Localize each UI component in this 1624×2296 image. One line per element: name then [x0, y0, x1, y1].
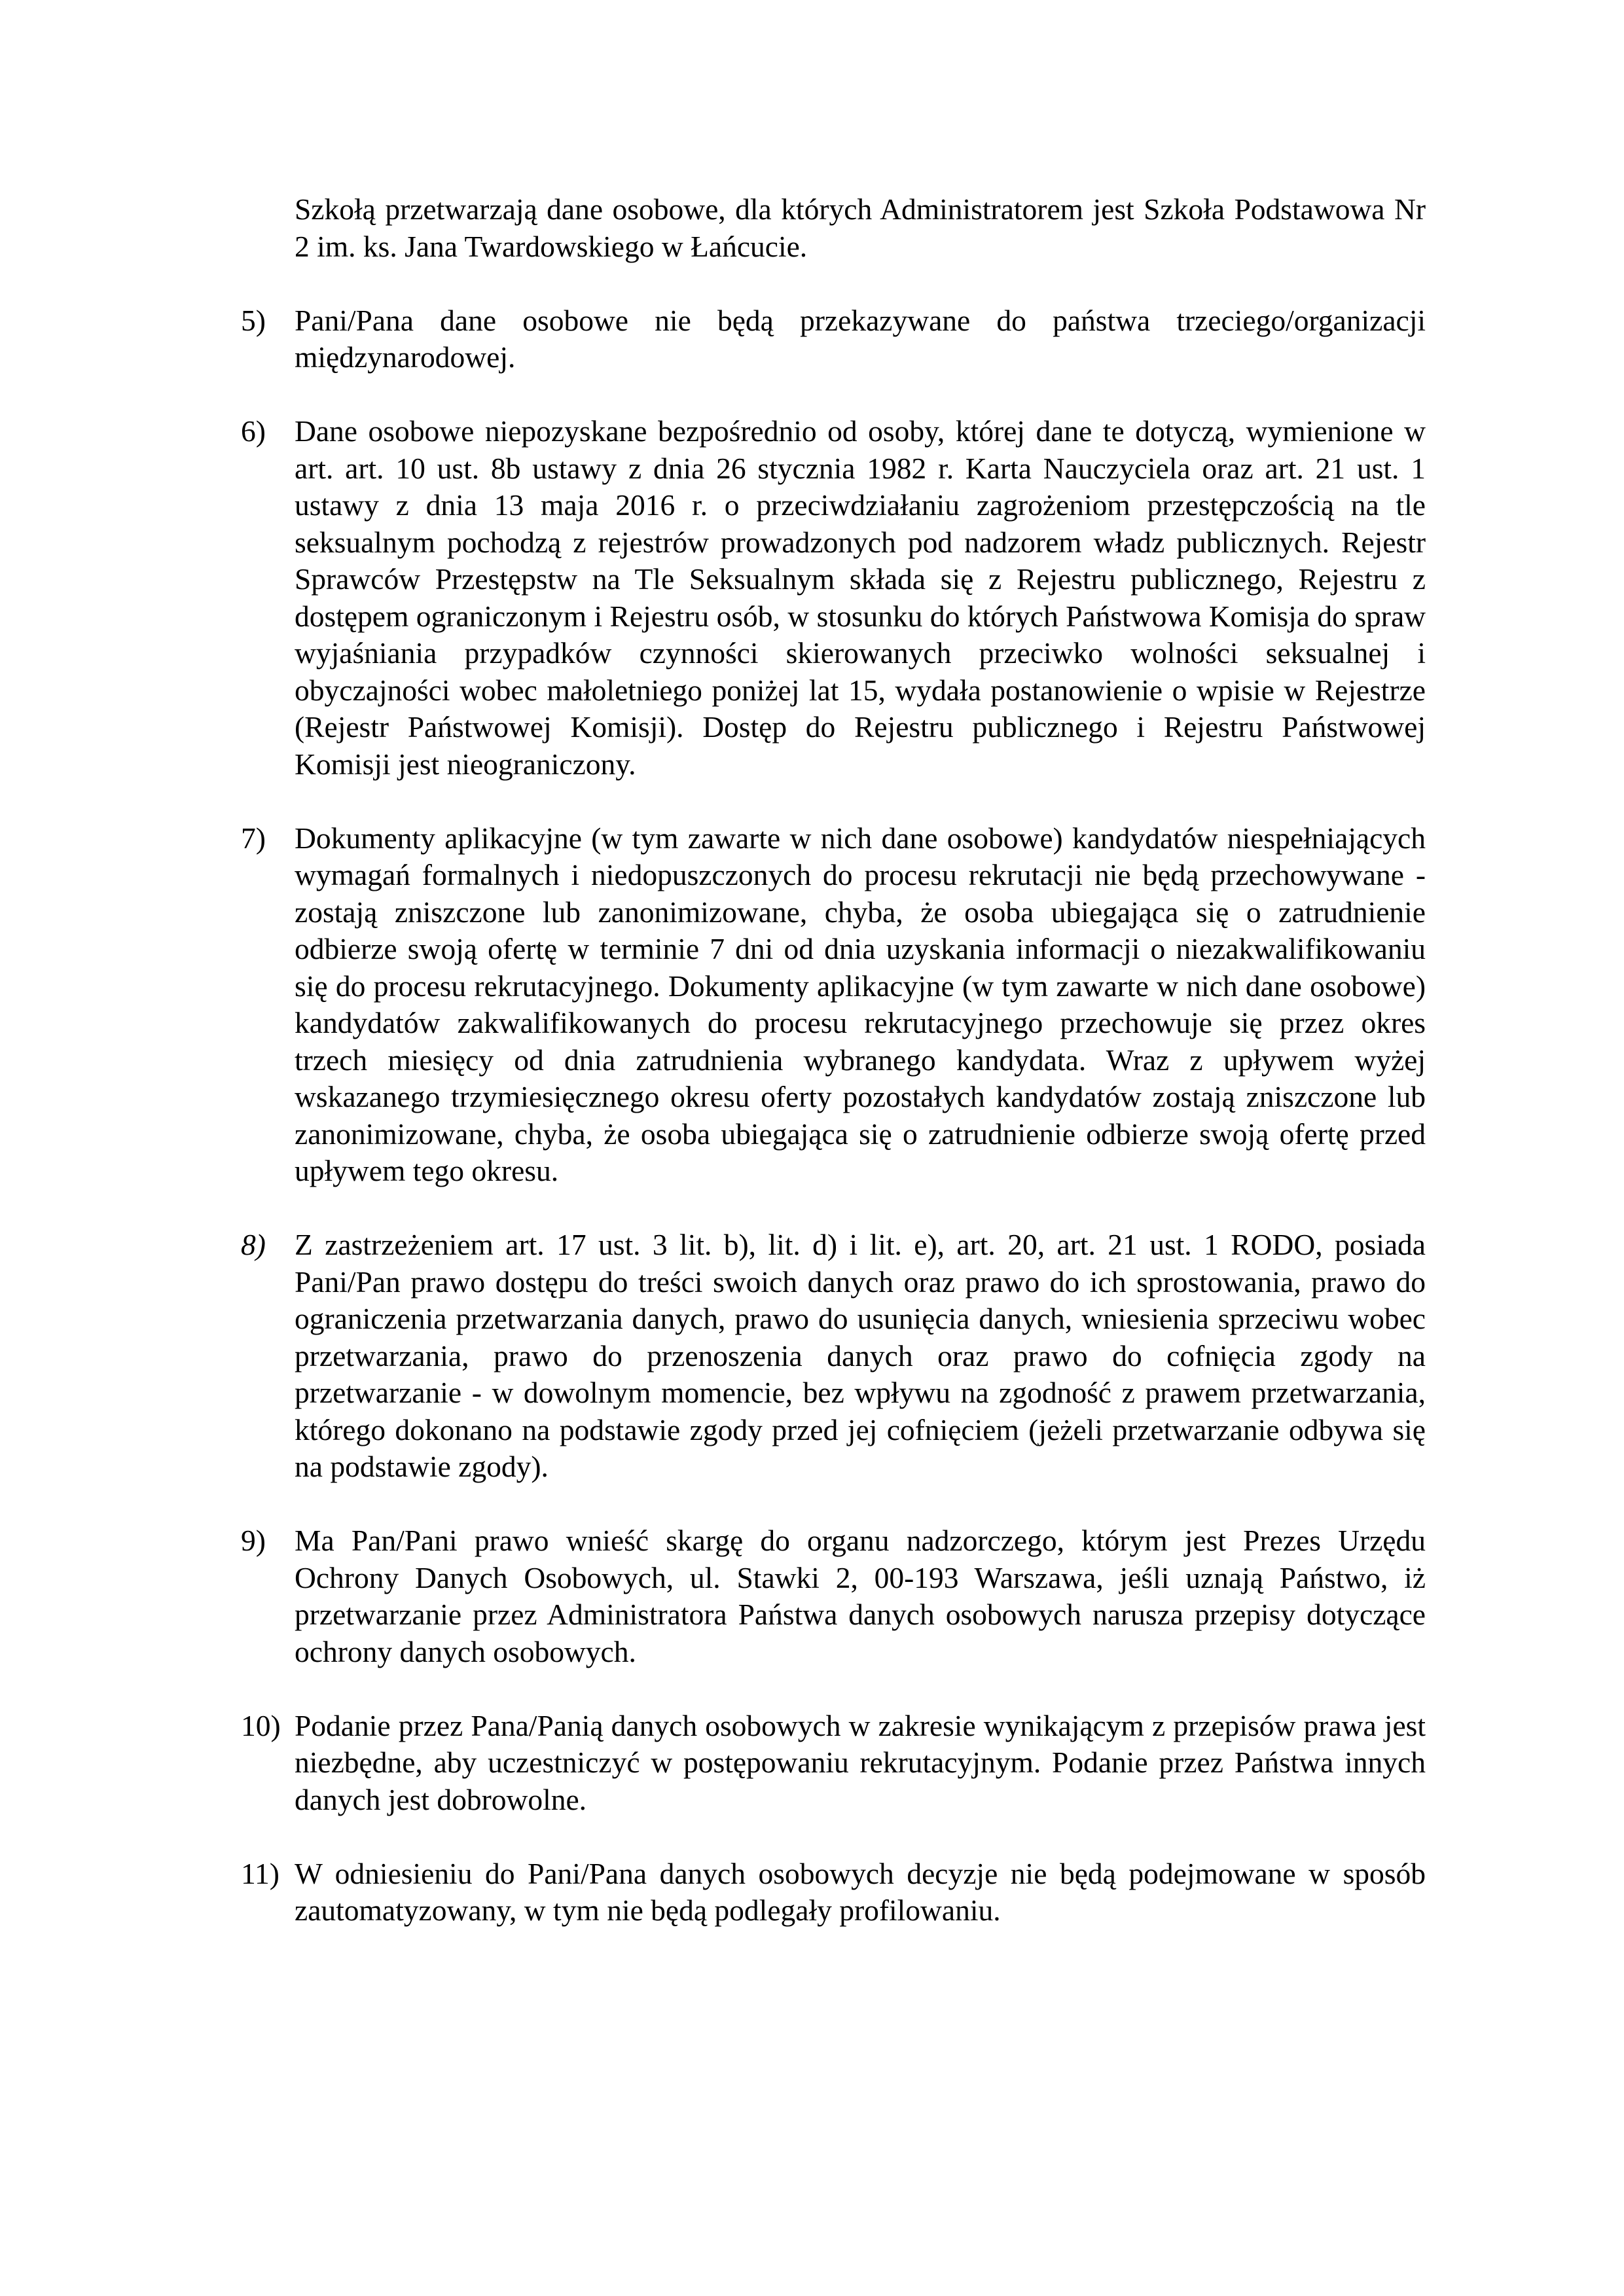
clause-number: 5): [241, 303, 266, 337]
clause-text: Podanie przez Pana/Panią danych osobowych w zakresie wynikającym z przepisów prawa jest niezbędne, aby uczestniczyć w postępowaniu rekrutacyjnym. Podanie przez Państwa innych danych jest dobrowolne.: [295, 1708, 1426, 1816]
clause-text: W odniesieniu do Pani/Pana danych osobowych decyzje nie będą podejmowane w sposób zautomatyzowany, w tym nie będą podlegały profilowaniu.: [295, 1856, 1426, 1927]
clause-text: Z zastrzeżeniem art. 17 ust. 3 lit. b), lit. d) i lit. e), art. 20, art. 21 ust. 1 RODO, posiada Pani/Pan prawo dostępu do treści swoich danych oraz prawo do ich sprostowania, prawo do ograniczenia przetwarzania danych, prawo do usunięcia danych, wniesienia sprzeciwu wobec przetwarzania, prawo do przenoszenia danych oraz prawo do cofnięcia zgody na przetwarzanie - w dowolnym momencie, bez wpływu na zgodność z prawem przetwarzania, którego dokonano na podstawie zgody przed jej cofnięciem (jeżeli przetwarzanie odbywa się na podstawie zgody).: [295, 1228, 1426, 1483]
clause-text: Dane osobowe niepozyskane bezpośrednio od osoby, której dane te dotyczą, wymienione w art. art. 10 ust. 8b ustawy z dnia 26 stycznia 1982 r. Karta Nauczyciela oraz art. 21 ust. 1 ustawy z dnia 13 maja 2016 r. o przeciwdziałaniu zagrożeniom przestępczością na tle seksualnym pochodzą z rejestrów prowadzonych pod nadzorem władz publicznych. Rejestr Sprawców Przestępstw na Tle Seksualnym składa się z Rejestru publicznego, Rejestru z dostępem ograniczonym i Rejestru osób, w stosunku do których Państwowa Komisja do spraw wyjaśniania przypadków czynności skierowanych przeciwko wolności seksualnej i obyczajności wobec małoletniego poniżej lat 15, wydała postanowienie o wpisie w Rejestrze (Rejestr Państwowej Komisji). Dostęp do Rejestru publicznego i Rejestru Państwowej Komisji jest nieograniczony.: [295, 414, 1426, 781]
clause-number: 8): [241, 1228, 266, 1261]
list-item-7: [241, 820, 1426, 1190]
clause-number: 7): [241, 821, 266, 855]
clause-number: 9): [241, 1524, 266, 1557]
list-item-5: [241, 302, 1426, 376]
clause-text: Pani/Pana dane osobowe nie będą przekazywane do państwa trzeciego/organizacji międzynarodowej.: [295, 303, 1426, 374]
list-item-continuation: [241, 191, 1426, 265]
list-item-8: [241, 1227, 1426, 1486]
list-item-10: [241, 1708, 1426, 1819]
list-item-6: [241, 413, 1426, 783]
clause-number: 11): [241, 1856, 280, 1890]
clause-text: Szkołą przetwarzają dane osobowe, dla których Administratorem jest Szkoła Podstawowa Nr 2 im. ks. Jana Twardowskiego w Łańcucie.: [295, 192, 1426, 263]
clause-number: 6): [241, 414, 266, 448]
clause-text: Dokumenty aplikacyjne (w tym zawarte w nich dane osobowe) kandydatów niespełniających wymagań formalnych i niedopuszczonych do procesu rekrutacji nie będą przechowywane - zostają zniszczone lub zanonimizowane, chyba, że osoba ubiegająca się o zatrudnienie odbierze swoją ofertę w terminie 7 dni od dnia uzyskania informacji o niezakwalifikowaniu się do procesu rekrutacyjnego. Dokumenty aplikacyjne (w tym zawarte w nich dane osobowe) kandydatów zakwalifikowanych do procesu rekrutacyjnego przechowuje się przez okres trzech miesięcy od dnia zatrudnienia wybranego kandydata. Wraz z upływem wyżej wskazanego trzymiesięcznego okresu oferty pozostałych kandydatów zostają zniszczone lub zanonimizowane, chyba, że osoba ubiegająca się o zatrudnienie odbierze swoją ofertę przed upływem tego okresu.: [295, 821, 1426, 1187]
clause-list: [241, 191, 1426, 1966]
list-item-9: [241, 1522, 1426, 1670]
list-item-11: [241, 1856, 1426, 1929]
clause-text: Ma Pan/Pani prawo wnieść skargę do organu nadzorczego, którym jest Prezes Urzędu Ochrony Danych Osobowych, ul. Stawki 2, 00-193 Warszawa, jeśli uznają Państwo, iż przetwarzanie przez Administratora Państwa danych osobowych narusza przepisy dotyczące ochrony danych osobowych.: [295, 1524, 1426, 1668]
clause-number: 10): [241, 1708, 281, 1742]
